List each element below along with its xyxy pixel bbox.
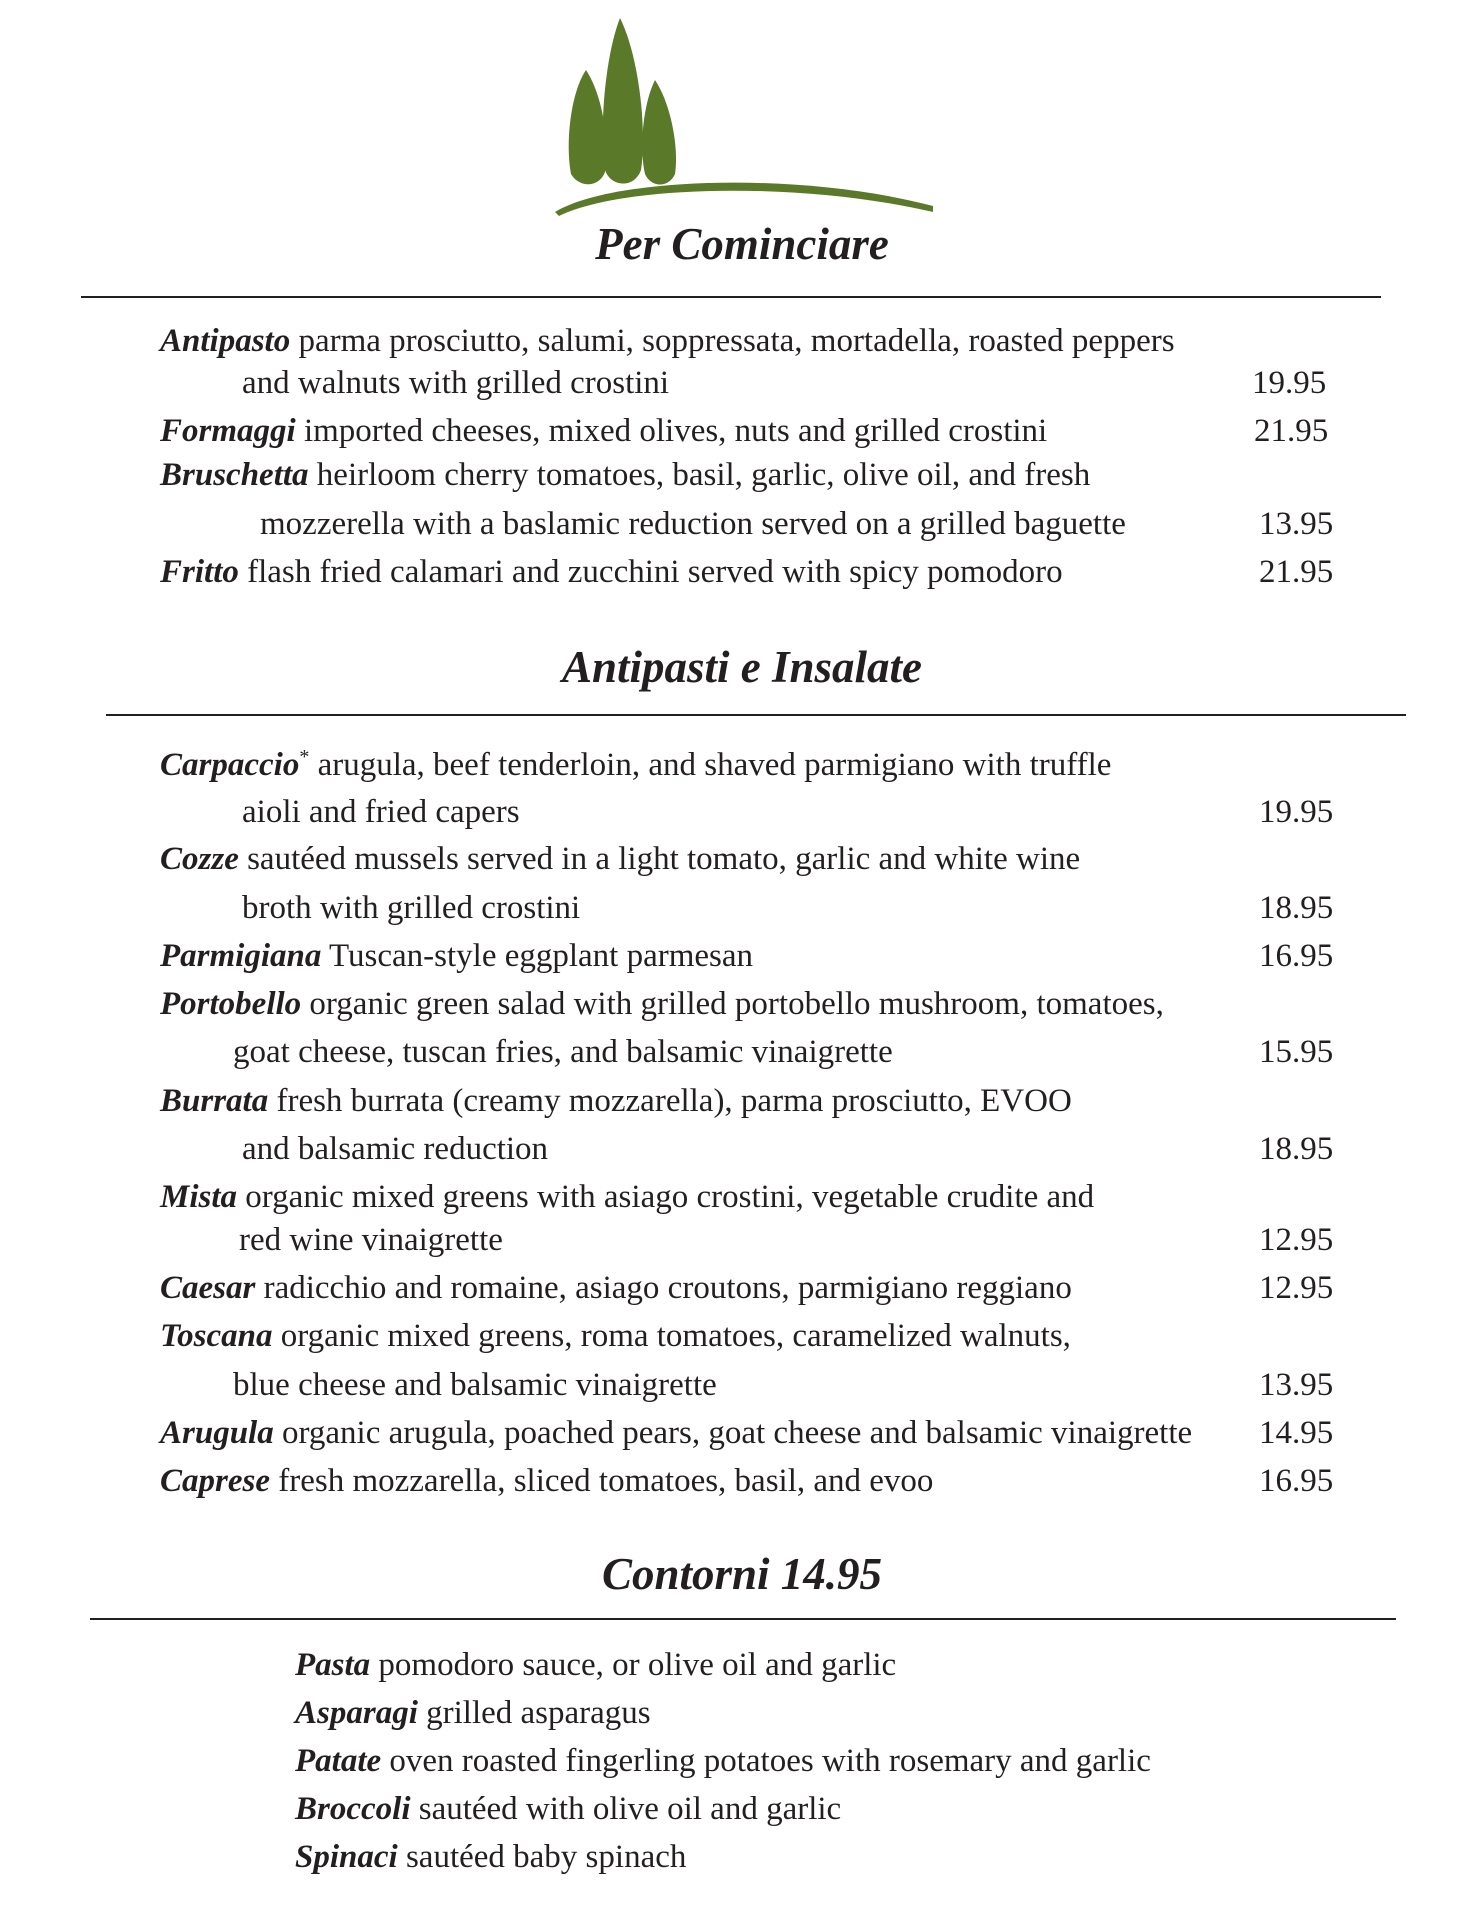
item-description: sautéed baby spinach [405, 1839, 687, 1875]
item-description-continued: red wine vinaigrette [239, 1222, 503, 1258]
item-name: Cozze [160, 841, 239, 877]
right-cypress [642, 80, 676, 185]
item-price: 16.95 [1259, 938, 1334, 974]
item-description-continued: broth with grilled crostini [242, 890, 581, 926]
item-name: Caprese [160, 1463, 270, 1499]
item-price: 18.95 [1259, 1131, 1334, 1167]
item-description-continued: and balsamic reduction [242, 1131, 549, 1167]
item-price: 12.95 [1259, 1222, 1334, 1258]
item-name: Fritto [160, 554, 239, 590]
item-price: 15.95 [1259, 1034, 1334, 1070]
item-description: heirloom cherry tomatoes, basil, garlic, olive oil, and fresh [316, 457, 1091, 493]
menu-item-antipasto [160, 325, 1175, 358]
item-price: 21.95 [1259, 554, 1334, 590]
item-price: 12.95 [1259, 1270, 1334, 1306]
menu-item-portobello [160, 988, 1164, 1021]
item-description: radicchio and romaine, asiago croutons, parmigiano reggiano [263, 1270, 1072, 1306]
item-name: Caesar [160, 1270, 256, 1306]
side-item-spinaci [295, 1841, 686, 1874]
item-marker: * [299, 746, 310, 768]
section-divider [106, 714, 1406, 716]
section-divider [90, 1618, 1396, 1620]
item-name: Bruschetta [160, 457, 309, 493]
item-description: organic arugula, poached pears, goat cheese and balsamic vinaigrette [281, 1415, 1193, 1451]
item-description-continued: goat cheese, tuscan fries, and balsamic vinaigrette [233, 1034, 893, 1070]
menu-item-burrata [160, 1085, 1072, 1118]
menu-item-arugula [160, 1417, 1192, 1450]
item-description: oven roasted fingerling potatoes with rosemary and garlic [389, 1743, 1151, 1779]
item-price: 13.95 [1259, 1367, 1334, 1403]
item-price: 13.95 [1259, 506, 1334, 542]
item-description: pomodoro sauce, or olive oil and garlic [378, 1647, 897, 1683]
hill [555, 183, 933, 216]
item-description: organic green salad with grilled portobello mushroom, tomatoes, [309, 986, 1164, 1022]
item-price: 16.95 [1259, 1463, 1334, 1499]
item-description-continued: aioli and fried capers [242, 794, 520, 830]
left-cypress [569, 70, 606, 184]
item-name: Arugula [160, 1415, 274, 1451]
menu-item-toscana [160, 1320, 1071, 1353]
side-item-asparagi [295, 1697, 651, 1730]
menu-item-mista [160, 1181, 1094, 1214]
item-name: Mista [160, 1179, 238, 1215]
item-name: Spinaci [295, 1839, 398, 1875]
side-item-pasta [295, 1649, 896, 1682]
menu-item-bruschetta [160, 459, 1090, 492]
cypress-trees-logo [555, 12, 935, 217]
menu-item-caprese [160, 1465, 933, 1498]
center-cypress [603, 18, 643, 184]
item-name: Parmigiana [160, 938, 322, 974]
item-description-continued: mozzerella with a baslamic reduction served on a grilled baguette [260, 506, 1126, 542]
item-price: 19.95 [1259, 794, 1334, 830]
menu-item-caesar [160, 1272, 1072, 1305]
item-description: sautéed with olive oil and garlic [418, 1791, 842, 1827]
item-price: 18.95 [1259, 890, 1334, 926]
item-name: Broccoli [295, 1791, 411, 1827]
side-item-broccoli [295, 1793, 841, 1826]
item-description: Tuscan-style eggplant parmesan [329, 938, 754, 974]
section-title-per-cominciare: Per Cominciare [595, 219, 889, 269]
item-description: parma prosciutto, salumi, soppressata, mortadella, roasted peppers [298, 323, 1175, 359]
item-description-continued: and walnuts with grilled crostini [242, 365, 670, 401]
item-name: Formaggi [160, 413, 296, 449]
item-description: imported cheeses, mixed olives, nuts and grilled crostini [303, 413, 1048, 449]
item-name: Carpaccio [160, 747, 300, 783]
section-title-antipasti-e-insalate: Antipasti e Insalate [561, 642, 923, 692]
item-price: 19.95 [1252, 365, 1327, 401]
item-description: sautéed mussels served in a light tomato, garlic and white wine [247, 841, 1081, 877]
item-name: Antipasto [160, 323, 291, 359]
item-price: 21.95 [1254, 413, 1329, 449]
menu-item-carpaccio [160, 747, 1111, 782]
item-description: arugula, beef tenderloin, and shaved parmigiano with truffle [317, 747, 1112, 783]
menu-item-cozze [160, 843, 1080, 876]
item-name: Patate [295, 1743, 382, 1779]
item-description: grilled asparagus [426, 1695, 651, 1731]
item-name: Pasta [295, 1647, 371, 1683]
item-name: Asparagi [295, 1695, 418, 1731]
item-name: Portobello [160, 986, 302, 1022]
item-description-continued: blue cheese and balsamic vinaigrette [233, 1367, 717, 1403]
item-description: organic mixed greens with asiago crostini, vegetable crudite and [245, 1179, 1095, 1215]
menu-item-parmigiana [160, 940, 753, 973]
item-price: 14.95 [1259, 1415, 1334, 1451]
menu-item-fritto [160, 556, 1063, 589]
section-title-contorni: Contorni 14.95 [601, 1549, 883, 1599]
item-description: fresh burrata (creamy mozzarella), parma prosciutto, EVOO [276, 1083, 1072, 1119]
menu-item-formaggi [160, 415, 1047, 448]
item-name: Burrata [160, 1083, 269, 1119]
item-description: flash fried calamari and zucchini served with spicy pomodoro [247, 554, 1063, 590]
item-name: Toscana [160, 1318, 273, 1354]
side-item-patate [295, 1745, 1151, 1778]
section-divider [81, 296, 1381, 298]
item-description: fresh mozzarella, sliced tomatoes, basil, and evoo [278, 1463, 934, 1499]
item-description: organic mixed greens, roma tomatoes, caramelized walnuts, [280, 1318, 1071, 1354]
